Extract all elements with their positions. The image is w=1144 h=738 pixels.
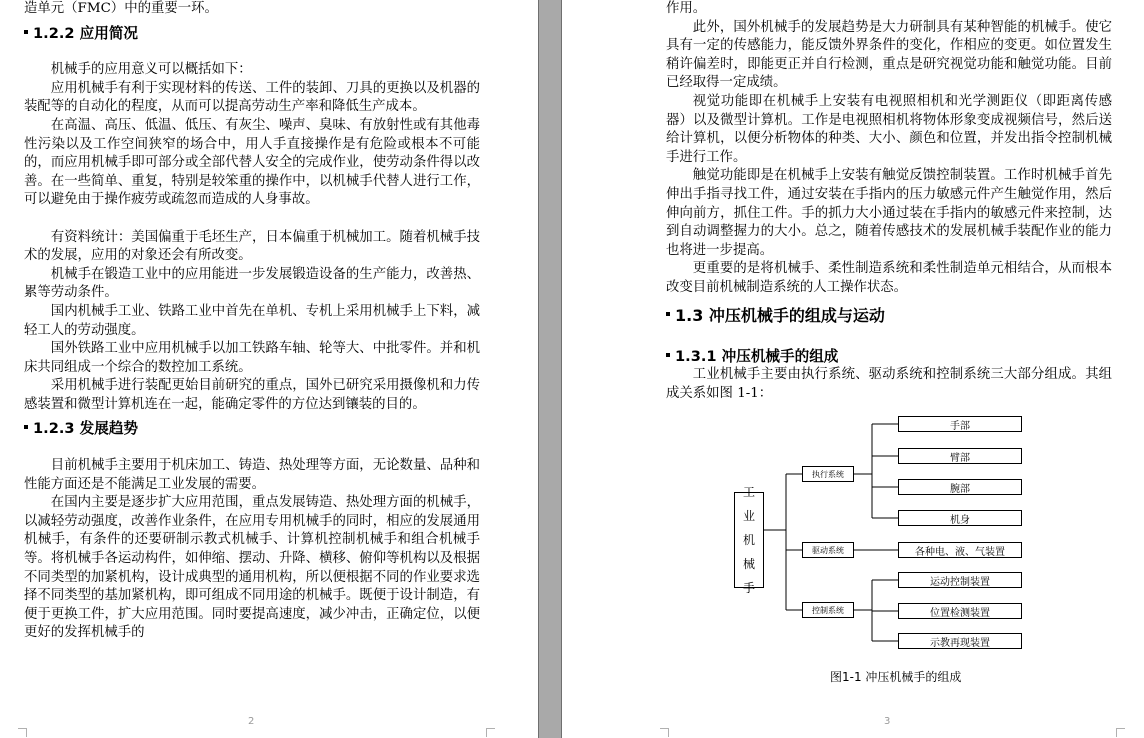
margin-corner-mark [18,728,27,737]
empty-paragraph [24,438,480,457]
item-box-teach-playback: 示教再现装置 [898,633,1022,649]
heading-bullet [24,30,28,34]
composition-diagram [732,408,1112,698]
empty-paragraph [666,328,1112,347]
item-box-drive-devices: 各种电、液、气装置 [898,542,1022,558]
group-box-control: 控制系统 [802,602,854,618]
group-box-execution: 执行系统 [802,466,854,482]
root-box [734,485,764,595]
heading-text: 1.2.3 发展趋势 [33,420,139,438]
body-paragraph: 国外铁路工业中应用机械手以加工铁路车轴、轮等大、中批零件。并和机床共同组成一个综合的数控加工系统。 [24,341,480,375]
body-paragraph: 工业机械手主要由执行系统、驱动系统和控制系统三大部分组成。其组成关系如图 1-1： [666,367,1112,401]
body-paragraph: 触觉功能即是在机械手上安装有触觉反馈控制装置。工作时机械手首先伸出手指寻找工件，通过安装在手指内的压力敏感元件产生触觉作用，然后伸向前方，抓住工件。手的抓力大小通过装在手指内的敏感元件来控制，达到自动调整握力的大小。总之，随着传感技术的发展机械手装配作业的能力也将进一步提高。 [666,168,1112,258]
subsection-heading [666,348,1112,366]
page-number: 3 [884,716,891,727]
body-paragraph: 采用机械手进行装配更始目前研究的重点，国外已研究采用摄像机和力传感装置和微型计算机连在一起，能确定零件的方位达到镶装的目的。 [24,378,480,412]
subsection-heading [24,25,480,43]
root-label-char: 工 [742,485,755,499]
group-box-drive: 驱动系统 [802,542,854,558]
root-label-char: 机 [742,533,755,547]
page-body [24,0,480,643]
heading-text: 1.3 冲压机械手的组成与运动 [675,305,885,325]
root-label-char: 械 [742,557,755,571]
empty-paragraph [24,210,480,229]
body-paragraph: 造单元（FMC）中的重要一环。 [24,1,218,16]
page-number: 2 [248,716,255,727]
heading-bullet [666,312,670,316]
body-paragraph: 视觉功能即在机械手上安装有电视照相机和光学测距仪（即距离传感器）以及微型计算机。工作是电视照相机将物体形象变成视频信号，然后送给计算机，以便分析物体的种类、大小、颜色和位置，并发出指令控制机械手进行工作。 [666,93,1112,165]
margin-corner-mark [1116,728,1125,737]
body-paragraph: 在国内主要是逐步扩大应用范围，重点发展铸造、热处理方面的机械手，以减轻劳动强度，改善作业条件，在应用专用机械手的同时，相应的发展通用机械手，有条件的还要研制示教式机械手、计算机控制机械手和组合机械手等。将机械手各运动构件，如伸缩、摆动、升降、横移、俯仰等机构以及根据不同类型的加紧机构，设计成典型的通用机构，所以便根据不同的作业要求选择不同类型的基加紧机构，即可组成不同用途的机械手。既便于设计制造，有便于更换工件，扩大应用范围。同时要提高速度，减少冲击，正确定位，以便更好的发挥机械手的 [24,495,480,641]
page-body [666,0,1112,403]
item-box-hand: 手部 [898,416,1022,432]
document-page-3 [562,0,1144,738]
item-box-motion-control: 运动控制装置 [898,572,1022,588]
body-paragraph: 作用。 [666,1,707,16]
body-paragraph: 在高温、高压、低温、低压、有灰尘、噪声、臭味、有放射性或有其他毒性污染以及工作空间狭窄的场合中，用人手直接操作是有危险或根本不可能的，而应用机械手即可部分或全部代替人安全的完成作业，使劳动条件得以改善。在一些简单、重复，特别是较笨重的操作中，以机械手代替人进行工作，可以避免由于操作疲劳或疏忽而造成的人身事故。 [24,117,480,208]
body-paragraph: 更重要的是将机械手、柔性制造系统和柔性制造单元相结合，从而根本改变目前机械制造系统的人工操作状态。 [666,261,1112,295]
heading-bullet [666,353,670,357]
item-box-position-detect: 位置检测装置 [898,603,1022,619]
margin-corner-mark [486,728,495,737]
heading-bullet [24,425,28,429]
body-paragraph: 国内机械手工业、铁路工业中首先在单机、专机上采用机械手上下料，减轻工人的劳动强度。 [24,303,480,338]
document-page-2 [0,0,538,738]
section-heading [666,306,1112,326]
item-box-arm: 臂部 [898,448,1022,464]
empty-paragraph [24,43,480,62]
subsection-heading [24,420,480,438]
body-paragraph: 此外，国外机械手的发展趋势是大力研制具有某种智能的机械手。使它具有一定的传感能力，能反馈外界条件的变化，作相应的变更。如位置发生稍许偏差时，即能更正并自行检测，重点是研究视觉功能和触觉功能。目前已经取得一定成绩。 [666,19,1112,91]
page-gutter [538,0,562,738]
body-paragraph: 有资料统计：美国偏重于毛坯生产，日本偏重于机械加工。随着机械手技术的发展，应用的对象还会有所改变。 [24,229,480,264]
item-box-wrist: 腕部 [898,479,1022,495]
root-label-char: 业 [742,509,755,523]
body-paragraph: 机械手在锻造工业中的应用能进一步发展锻造设备的生产能力，改善热、累等劳动条件。 [24,266,480,301]
heading-text: 1.3.1 冲压机械手的组成 [675,348,839,366]
heading-text: 1.2.2 应用简况 [33,24,139,42]
body-paragraph: 目前机械手主要用于机床加工、铸造、热处理等方面，无论数量、品种和性能方面还是不能满足工业发展的需要。 [24,458,480,492]
item-box-body: 机身 [898,510,1022,526]
root-label-char: 手 [742,581,755,595]
body-paragraph: 应用机械手有利于实现材料的传送、工件的装卸、刀具的更换以及机器的装配等的自动化的程度，从而可以提高劳动生产率和降低生产成本。 [24,80,480,115]
margin-corner-mark [660,728,669,737]
figure-caption: 图1-1 冲压机械手的组成 [830,670,962,684]
body-paragraph: 机械手的应用意义可以概括如下： [50,62,252,78]
